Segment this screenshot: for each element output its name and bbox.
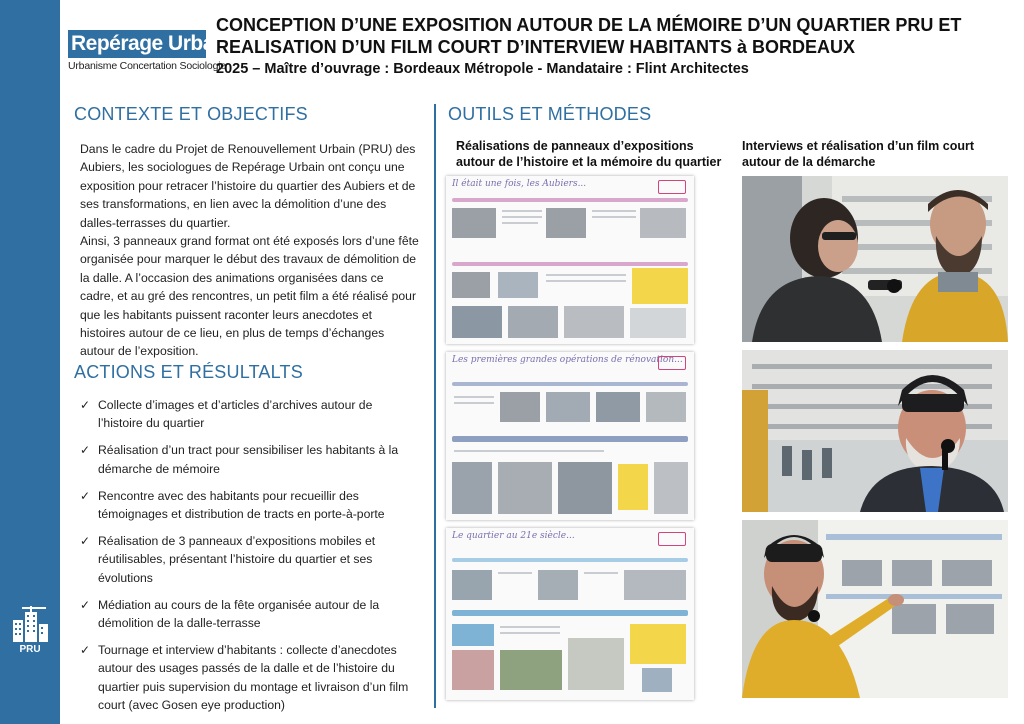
- text-line: [500, 626, 560, 628]
- bordeaux-metropole-logo: [658, 356, 686, 370]
- text-line: [592, 210, 636, 212]
- pru-badge: [8, 606, 52, 655]
- archive-photo: [500, 650, 562, 690]
- logo-name: Repérage Urbain: [68, 30, 206, 58]
- text-line: [498, 572, 532, 574]
- bordeaux-metropole-logo: [658, 180, 686, 194]
- interview-photo-2: [742, 350, 1008, 512]
- text-line: [454, 450, 604, 452]
- list-item: [80, 396, 410, 433]
- pru-label: PRU: [19, 644, 41, 655]
- archive-map: [568, 638, 624, 690]
- archive-photo: [452, 272, 490, 298]
- checkmark-icon: ✓: [80, 533, 91, 548]
- checkmark-icon: ✓: [80, 398, 91, 412]
- archive-photo: [546, 392, 590, 422]
- list-item: [80, 487, 410, 524]
- text-line: [502, 222, 538, 224]
- highlight-box: [632, 268, 688, 304]
- list-item-text: Réalisation de 3 panneaux d’expositions mobiles et réutilisables, présentant l’histoire du quartier et ses évolutions: [98, 533, 376, 585]
- archive-photo: [498, 462, 552, 514]
- panel-title: Il était une fois, les Aubiers...: [452, 179, 587, 189]
- archive-photo: [452, 650, 494, 690]
- text-line: [546, 274, 626, 276]
- archive-photo: [596, 392, 640, 422]
- city-buildings-icon: [10, 606, 50, 642]
- exhibition-panel-1: [446, 176, 694, 344]
- text-line: [546, 280, 626, 282]
- checkmark-icon: ✓: [80, 642, 91, 657]
- logo-tagline: Urbanisme Concertation Sociologie: [68, 60, 226, 72]
- highlight-box: [630, 624, 686, 664]
- archive-photo: [546, 208, 586, 238]
- archive-photo: [500, 392, 540, 422]
- exhibition-panel-2: [446, 352, 694, 520]
- text-line: [584, 572, 618, 574]
- checkmark-icon: ✓: [80, 488, 91, 503]
- interview-photo-3: [742, 520, 1008, 698]
- archive-map: [630, 308, 686, 338]
- page-subtitle: 2025 – Maître d’ouvrage : Bordeaux Métropole - Mandataire : Flint Architectes: [216, 61, 749, 77]
- list-item-text: Médiation au cours de la fête organisée autour de la démolition de la dalle-terrasse: [98, 597, 380, 631]
- archive-photo: [452, 462, 492, 514]
- reperage-urbain-logo: [68, 30, 232, 72]
- timeline-band: [452, 436, 688, 442]
- actions-list: [80, 396, 410, 723]
- actions-heading: ACTIONS ET RÉSULTALTS: [74, 362, 303, 382]
- checkmark-icon: ✓: [80, 443, 91, 458]
- page-title: CONCEPTION D’UNE EXPOSITION AUTOUR DE LA MÉMOIRE D’UN QUARTIER PRU ET REALISATION D’UN FILM COURT D’INTERVIEW HABITANTS à BORDEAUX: [216, 15, 962, 57]
- list-item-text: Réalisation d’un tract pour sensibiliser les habitants à la démarche de mémoire: [98, 443, 399, 476]
- list-item: [80, 641, 410, 715]
- text-line: [454, 396, 494, 398]
- context-text: [80, 140, 420, 361]
- list-item: [80, 441, 410, 478]
- list-item-text: Rencontre avec des habitants pour recueillir des témoignages et distribution de tracts en porte-à-porte: [98, 488, 385, 522]
- tools-heading: OUTILS ET MÉTHODES: [448, 104, 652, 124]
- archive-photo: [452, 306, 502, 338]
- panel-title: Le quartier au 21e siècle...: [452, 531, 575, 541]
- text-line: [454, 402, 494, 404]
- list-item: [80, 532, 410, 587]
- interview-photo-1: [742, 176, 1008, 342]
- text-line: [500, 632, 560, 634]
- archive-photo: [624, 570, 686, 600]
- context-heading: CONTEXTE ET OBJECTIFS: [74, 104, 308, 124]
- film-column-heading: Interviews et réalisation d’un film court autour de la démarche: [742, 139, 974, 169]
- timeline-band: [452, 610, 688, 616]
- archive-photo: [452, 208, 496, 238]
- archive-photo: [646, 392, 686, 422]
- exhibition-panel-3: [446, 528, 694, 700]
- list-item: [80, 596, 410, 633]
- checkmark-icon: ✓: [80, 597, 91, 612]
- archive-photo: [558, 462, 612, 514]
- timeline-band: [452, 198, 688, 202]
- archive-photo: [508, 306, 558, 338]
- archive-photo: [654, 462, 688, 514]
- left-sidebar-band: [0, 0, 60, 724]
- info-box: [452, 624, 494, 646]
- timeline-band: [452, 262, 688, 266]
- list-item-text: Tournage et interview d’habitants : collecte d’anecdotes autour des usages passés de la dalle et de l’histoire du quartier puis supervision du montage et livraison d’un film court (avec Gosen eye production): [98, 642, 409, 713]
- panel-title: Les premières grandes opérations de rénovation...: [452, 355, 683, 365]
- archive-photo: [564, 306, 624, 338]
- context-paragraph-2: Ainsi, 3 panneaux grand format ont été exposés lors d’une fête organisée pour marquer le début des travaux de démolition de la dalle. A l’occasion des animations organisées dans ce cadre, et au gré des rencontres, un petit film a été réalisé pour que les habitants puissent raconter leurs anecdotes et histoires autour de ce lieu, en plus de temps d’échanges autour de l’exposition.: [80, 234, 419, 359]
- column-divider: [434, 104, 436, 708]
- highlight-box: [618, 464, 648, 510]
- archive-photo: [452, 570, 492, 600]
- phone-qr-image: [642, 668, 672, 692]
- timeline-band: [452, 558, 688, 562]
- context-paragraph-1: Dans le cadre du Projet de Renouvellement Urbain (PRU) des Aubiers, les sociologues de Repérage Urbain ont conçu une exposition pour retracer l’histoire du quartier des Aubiers et de ses transformations, en lien avec la démolition d’une des dalles-terrasses du quartier.: [80, 142, 416, 230]
- archive-photo: [538, 570, 578, 600]
- text-line: [502, 210, 542, 212]
- bordeaux-metropole-logo: [658, 532, 686, 546]
- archive-photo: [498, 272, 538, 298]
- text-line: [592, 216, 636, 218]
- list-item-text: Collecte d’images et d’articles d’archives autour de l’histoire du quartier: [98, 398, 373, 431]
- panels-column-heading: Réalisations de panneaux d’expositions autour de l’histoire et la mémoire du quartier: [456, 139, 722, 169]
- text-line: [502, 216, 542, 218]
- timeline-band: [452, 382, 688, 386]
- archive-map: [640, 208, 686, 238]
